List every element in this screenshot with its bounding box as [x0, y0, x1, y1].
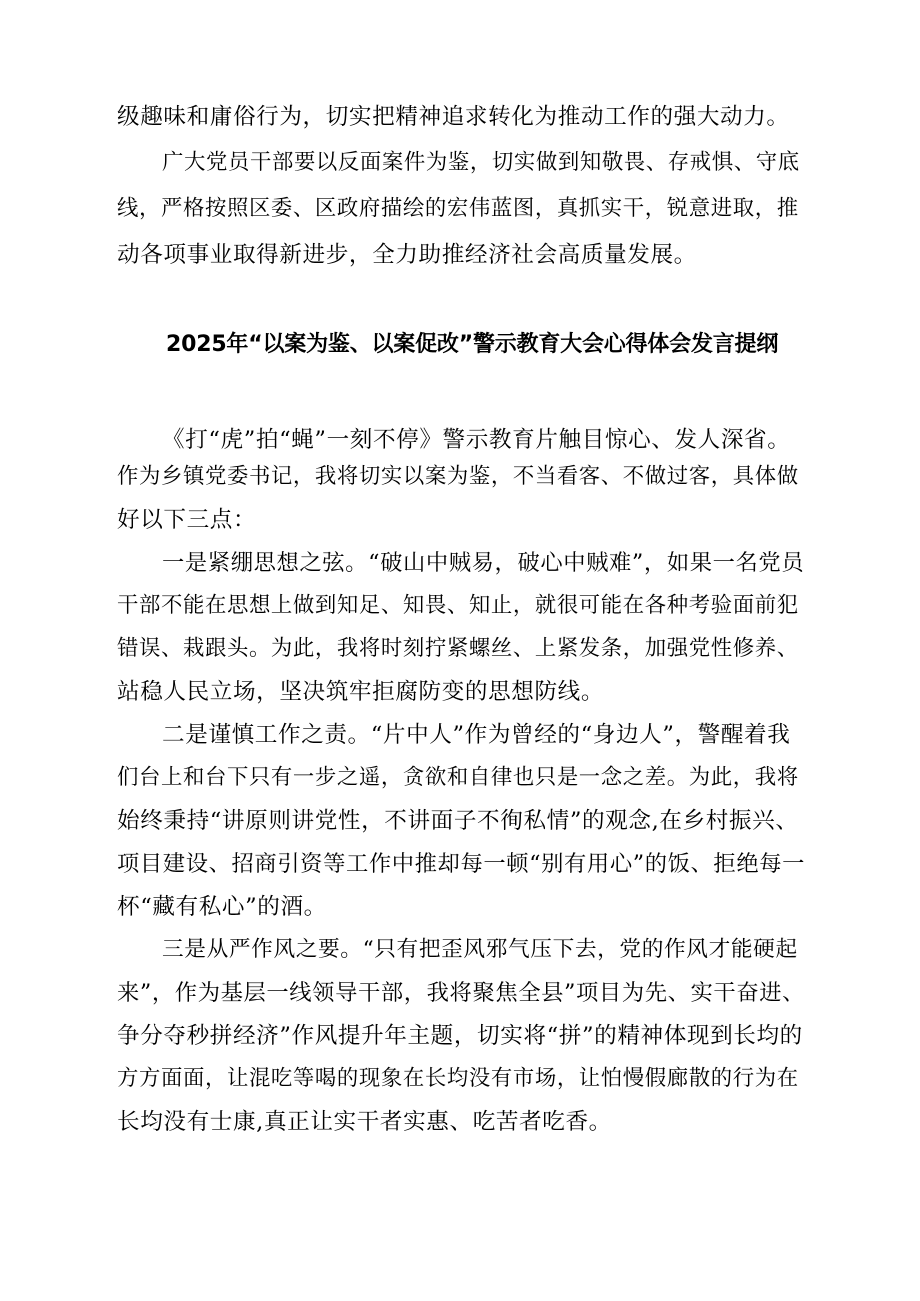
body-text-line: 好以下三点：: [117, 507, 257, 533]
body-text-line: 动各项事业取得新进步，全力助推经济社会高质量发展。: [117, 242, 697, 268]
body-text-line: 三是从严作风之要。“只有把歪风邪气压下去，党的作风才能硬起: [162, 937, 798, 962]
body-text-line: 长均没有士康,真正让实干者实惠、吃苦者吃香。: [117, 1109, 612, 1135]
body-text-line: 杯“藏有私心”的酒。: [117, 894, 327, 920]
body-text-line: 项目建设、招商引资等工作中推却每一顿“别有用心”的饭、拒绝每一: [117, 851, 806, 877]
body-text-line: 线，严格按照区委、区政府描绘的宏伟蓝图，真抓实干，锐意进取，推: [117, 196, 799, 221]
body-text-line: 二是谨慎工作之责。“片中人”作为曾经的“身边人”，警醒着我: [162, 722, 791, 748]
body-text-line: 《打“虎”拍“蝇”一刻不停》警示教育片触目惊心、发人深省。: [162, 427, 791, 453]
body-text-line: 广大党员干部要以反面案件为鉴，切实做到知敬畏、存戒惧、守底: [162, 150, 800, 175]
document-title: 2025年“以案为鉴、以案促改”警示教育大会心得体会发言提纲: [166, 332, 779, 357]
body-text-line: 们台上和台下只有一步之遥，贪欲和自律也只是一念之差。为此，我将: [117, 765, 799, 790]
body-text-line: 一是紧绷思想之弦。“破山中贼易，破心中贼难”，如果一名党员: [162, 550, 805, 576]
body-text-line: 始终秉持“讲原则讲党性，不讲面子不徇私情”的观念,在乡村振兴、: [117, 808, 799, 834]
body-text-line: 方方面面，让混吃等喝的现象在长均没有市场，让怕慢假廊散的行为在: [117, 1066, 799, 1091]
body-text-line: 争分夺秒拼经济”作风提升年主题，切实将“拼”的精神体现到长均的: [117, 1023, 803, 1049]
body-text-line: 错误、栽跟头。为此，我将时刻拧紧螺丝、上紧发条，加强党性修养、: [117, 636, 799, 661]
body-text-line: 站稳人民立场，坚决筑牢拒腐防变的思想防线。: [117, 679, 605, 705]
body-text-line: 作为乡镇党委书记，我将切实以案为鉴，不当看客、不做过客，具体做: [117, 464, 799, 489]
body-text-line: 级趣味和庸俗行为，切实把精神追求转化为推动工作的强大动力。: [117, 104, 790, 130]
body-text-line: 来”，作为基层一线领导干部，我将聚焦全县”项目为先、实干奋进、: [117, 980, 806, 1006]
body-text-line: 干部不能在思想上做到知足、知畏、知止，就很可能在各种考验面前犯: [117, 593, 799, 618]
